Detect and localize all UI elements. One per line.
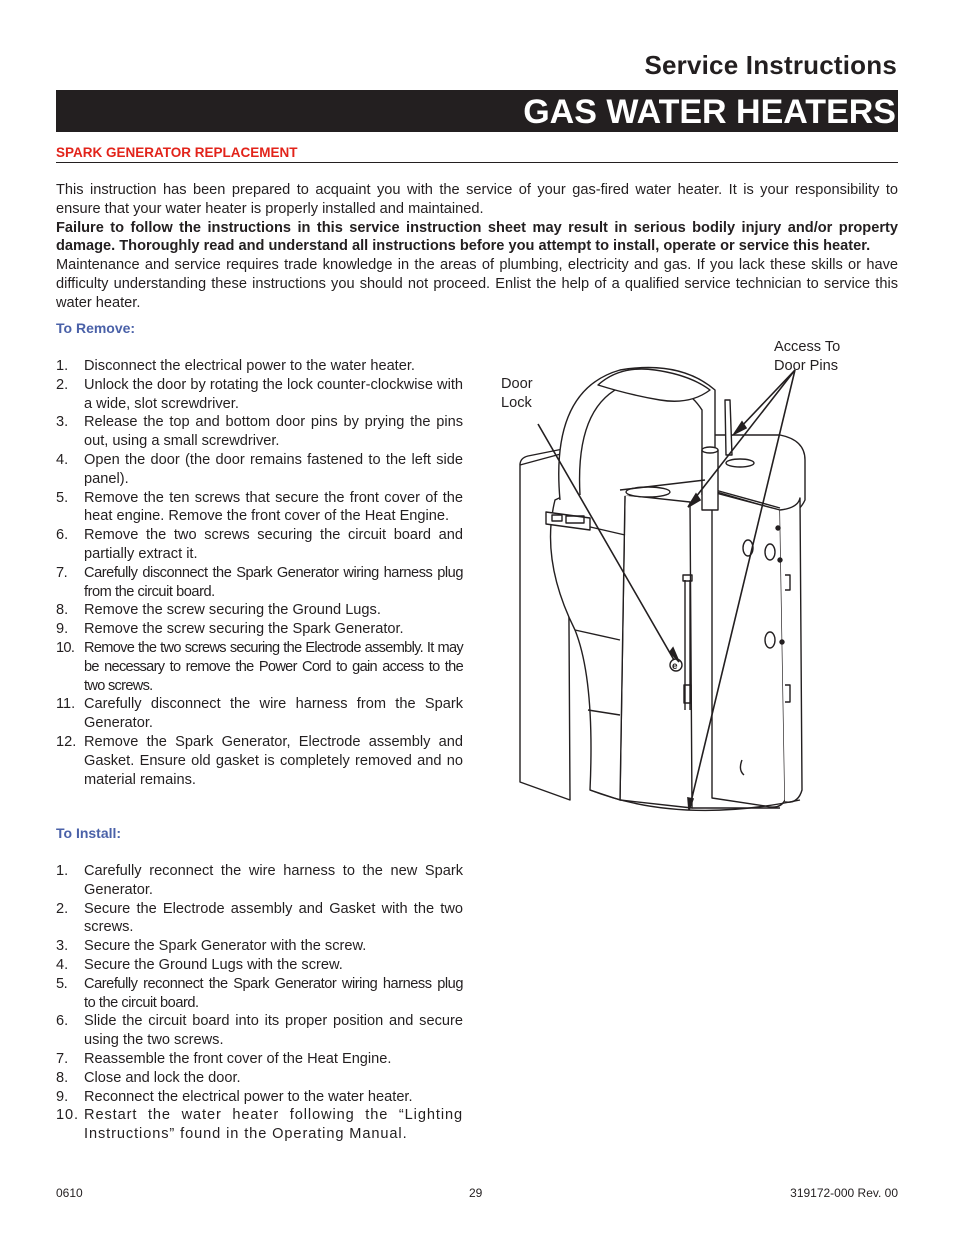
list-item: 7. Carefully disconnect the Spark Generator wiring harness plug from the circuit board.	[56, 564, 463, 600]
maintenance-paragraph: Maintenance and service requires trade knowledge in the areas of plumbing, electricity and gas. If you lack these skills or have difficulty understanding these instructions you should not proceed. Enlist the help of a qualified service technician to service this water heater.	[56, 257, 898, 311]
list-item: 1. Carefully reconnect the wire harness to the new Spark Generator.	[56, 863, 463, 898]
document-number: 319172-000 Rev. 00	[790, 1186, 898, 1200]
door-pins-callout: Access To Door Pins	[774, 339, 841, 374]
remove-heading: To Remove:	[56, 320, 136, 336]
footer-date-code: 0610	[56, 1186, 83, 1200]
banner-title: GAS WATER HEATERS	[523, 93, 896, 131]
list-item: 9. Remove the screw securing the Spark Generator.	[56, 621, 404, 638]
list-item: 6. Slide the circuit board into its proper position and secure using the two screws.	[56, 1013, 463, 1049]
door-lock-callout: Door Lock	[501, 376, 533, 411]
list-item: 2. Unlock the door by rotating the lock counter-clockwise with a wide, slot screwdriver.	[56, 376, 463, 412]
section-title: SPARK GENERATOR REPLACEMENT	[56, 145, 298, 160]
title-banner	[56, 90, 898, 132]
intro-paragraph: This instruction has been prepared to acquaint you with the service of your gas-fired water heater. It is your responsibility to ensure that your water heater is properly installed and maintained.	[56, 182, 898, 217]
intro-text	[56, 181, 898, 313]
install-heading: To Install:	[56, 825, 122, 841]
svg-text:e: e	[672, 661, 678, 672]
list-item: 8. Remove the screw securing the Ground Lugs.	[56, 602, 381, 619]
list-item: 4. Secure the Ground Lugs with the screw.	[56, 956, 343, 973]
section-heading	[56, 144, 898, 163]
list-item: 3. Release the top and bottom door pins by prying the pins out, using a small screwdriver.	[56, 414, 463, 450]
list-item: 2. Secure the Electrode assembly and Gasket with the two screws.	[56, 900, 463, 936]
page-number: 29	[469, 1186, 483, 1200]
list-item: 10. Remove the two screws securing the Electrode assembly. It may be necessary to remove the Power Cord to gain access to the two screws.	[56, 639, 463, 694]
document-header-title: Service Instructions	[644, 50, 897, 80]
list-item: 9. Reconnect the electrical power to the water heater.	[56, 1088, 413, 1105]
list-item: 12. Remove the Spark Generator, Electrode assembly and Gasket. Ensure old gasket is completely removed and no material remains.	[56, 733, 463, 788]
list-item: 7. Reassemble the front cover of the Heat Engine.	[56, 1050, 392, 1067]
remove-steps-list	[56, 357, 463, 789]
list-item: 4. Open the door (the door remains fastened to the left side panel).	[56, 451, 463, 487]
list-item: 1. Disconnect the electrical power to the water heater.	[56, 358, 415, 374]
list-item: 11. Carefully disconnect the wire harness from the Spark Generator.	[56, 696, 463, 732]
warning-paragraph: Failure to follow the instructions in this service instruction sheet may result in serious bodily injury and/or property damage. Thoroughly read and understand all instructions before you attempt to install, operate or service this heater.	[56, 219, 898, 255]
list-item: 10. Restart the water heater following the “Lighting Instructions” found in the Operating Manual.	[56, 1107, 463, 1143]
list-item: 6. Remove the two screws securing the circuit board and partially extract it.	[56, 527, 463, 562]
list-item: 5. Remove the ten screws that secure the front cover of the heat engine. Remove the front cover of the Heat Engine.	[56, 489, 463, 525]
list-item: 3. Secure the Spark Generator with the screw.	[56, 938, 367, 955]
list-item: 8. Close and lock the door.	[56, 1069, 241, 1086]
install-steps-list	[56, 862, 463, 1144]
water-heater-illustration	[480, 330, 880, 830]
list-item: 5. Carefully reconnect the Spark Generator wiring harness plug to the circuit board.	[56, 975, 463, 1011]
